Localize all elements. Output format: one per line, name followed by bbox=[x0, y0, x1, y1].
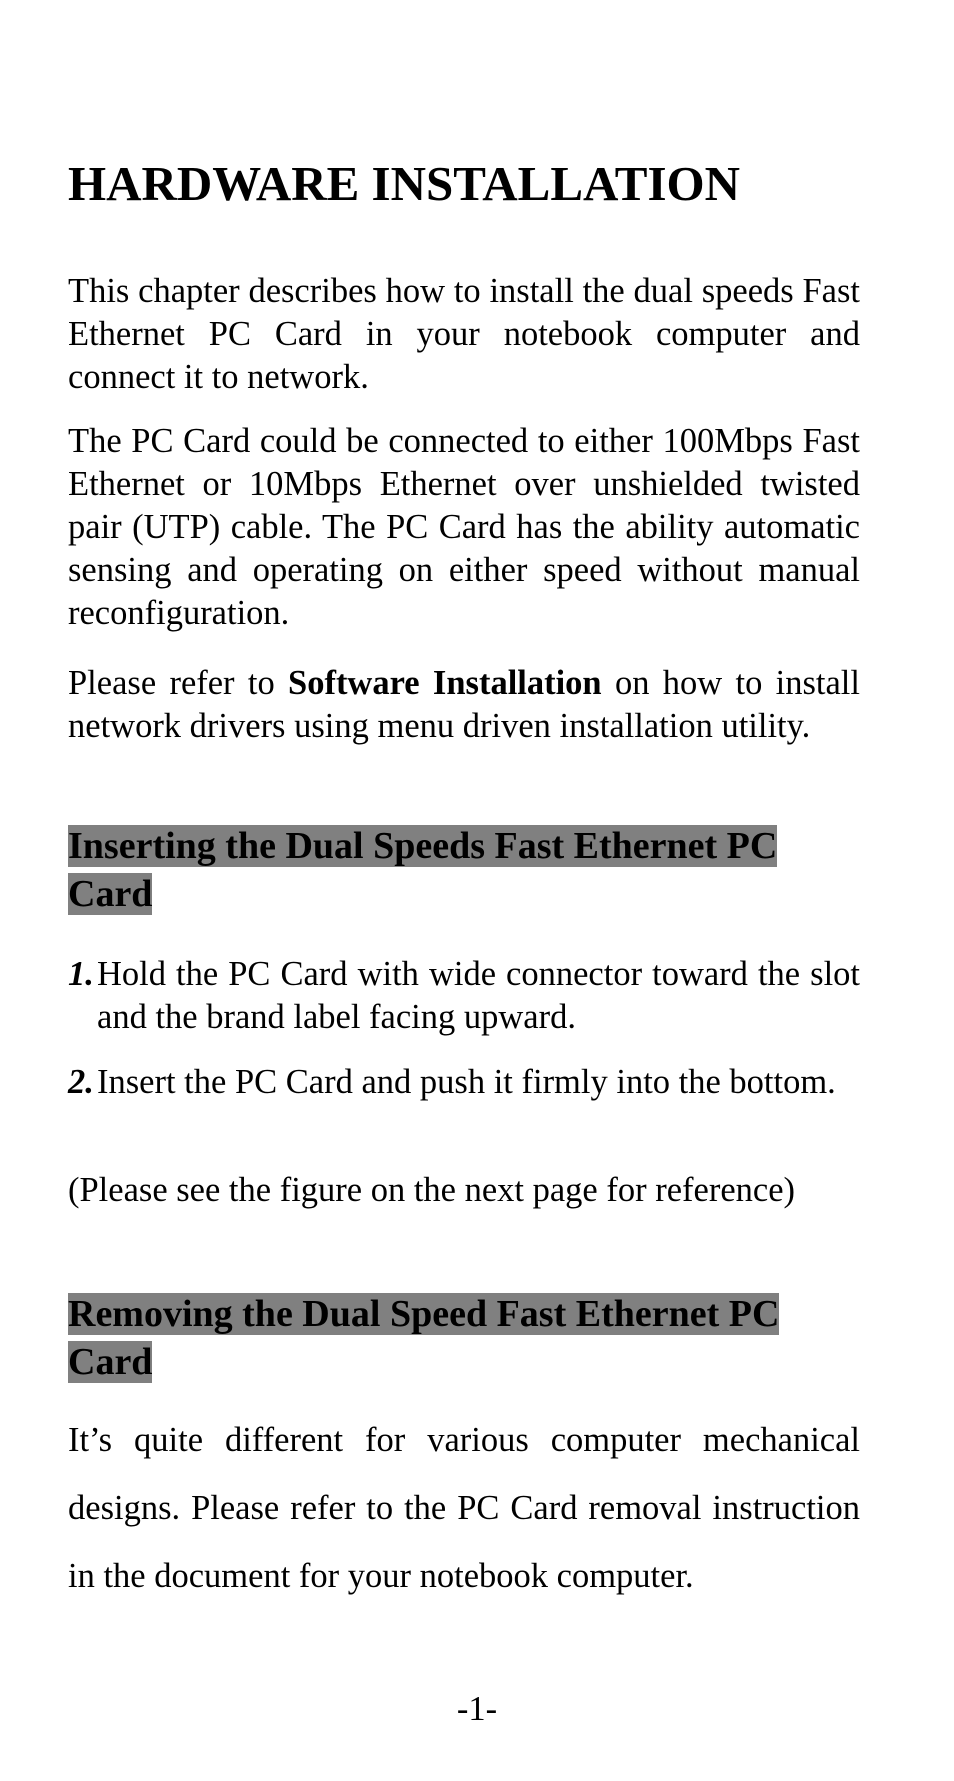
figure-reference-note: (Please see the figure on the next page for reference) bbox=[68, 1171, 795, 1209]
page-title: HARDWARE INSTALLATION bbox=[68, 156, 741, 211]
p3-text-after: on how to install network drivers using menu driven installation utility. bbox=[68, 664, 860, 745]
software-installation-reference: Software Installation bbox=[288, 664, 602, 702]
step-text: Insert the PC Card and push it firmly into the bottom. bbox=[97, 1063, 836, 1101]
step-number: 2. bbox=[68, 1063, 94, 1101]
step-text: Hold the PC Card with wide connector toward the slot and the brand label facing upward. bbox=[97, 955, 860, 1036]
step-number: 1. bbox=[68, 955, 94, 993]
step-2 bbox=[68, 1061, 860, 1104]
page-number: -1- bbox=[456, 1690, 498, 1728]
p3-text-before: Please refer to bbox=[68, 664, 289, 702]
intro-paragraph-2: The PC Card could be connected to either 100Mbps Fast Ethernet or 10Mbps Ethernet over unshielded twisted pair (UTP) cable. The PC Card has the ability automatic sensing and operating on either speed without manual reconfiguration. bbox=[68, 422, 860, 632]
step-1 bbox=[68, 953, 860, 1039]
section-heading-removing: Removing the Dual Speed Fast Ethernet PC Card bbox=[68, 1293, 780, 1383]
intro-paragraph-1: This chapter describes how to install the dual speeds Fast Ethernet PC Card in your notebook computer and connect it to network. bbox=[68, 272, 860, 396]
removal-paragraph: It’s quite different for various computer mechanical designs. Please refer to the PC Card removal instruction in the document for your notebook computer. bbox=[68, 1421, 860, 1595]
section-heading-inserting: Inserting the Dual Speeds Fast Ethernet PC Card bbox=[68, 825, 778, 915]
intro-paragraph-3 bbox=[68, 662, 860, 748]
